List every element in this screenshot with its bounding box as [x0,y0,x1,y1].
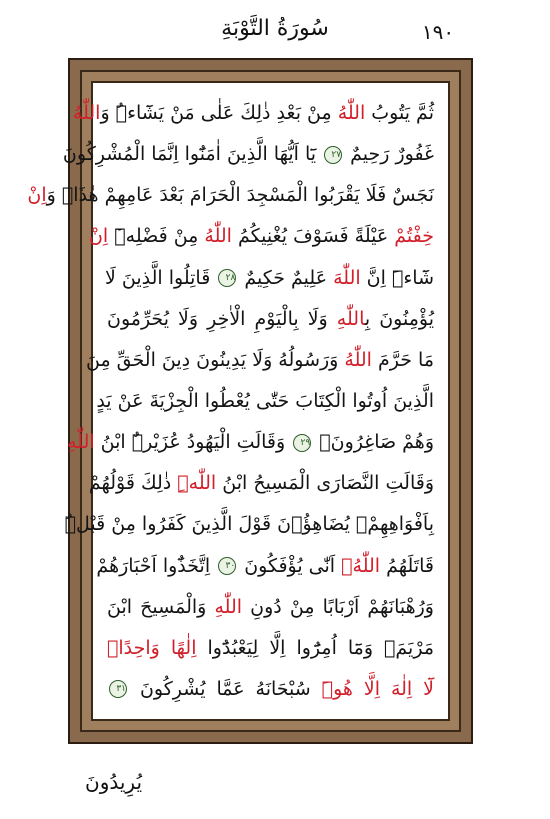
verse-line [64,504,434,544]
verse-text: عَيْلَةً فَسَوْفَ يُغْنِيكُمُ [231,225,395,248]
ayah-number-marker: ٢٩ [293,434,311,452]
verse-text: غَفُورٌ رَحِيمٌ [344,143,434,166]
verse-text: مِنْ فَضْلِه۪ٓ [108,225,205,248]
verse-text: اِتَّخَذُٓوا اَحْبَارَهُمْ [96,554,217,577]
page-frame [27,58,473,744]
verse-line [88,463,434,503]
verse-line [27,175,434,215]
verse-line [86,340,434,380]
verse-line [107,258,434,298]
divine-name-text: اللّٰهِ [214,595,243,618]
divine-name-text: خِفْتُمْ [394,225,434,248]
verse-text: يَٓا اَيُّهَا الَّذِينَ اٰمَنُٓوا اِنَّمَا الْمُشْرِكُونَ [62,143,323,166]
verse-text: وَهُمْ صَاغِرُونَ۟ [313,431,434,454]
divine-name-text: اللّٰهِ [177,472,217,495]
verse-line [96,381,434,421]
divine-name-text: اِلٰهًا وَاحِدًاۚ [107,636,197,659]
divine-name-text: لَٓا اِلٰهَ اِلَّا هُوَۜ [321,677,434,700]
divine-name-text: اللّٰهِ [336,307,365,330]
verse-line [107,669,434,709]
divine-name-text: اللّٰهِ [67,431,95,454]
verse-text: مِنْ بَعْدِ ذٰلِكَ عَلٰى مَنْ يَشَٓاءُۜ وَ [100,102,338,124]
divine-name-text: اِنْ [88,225,109,248]
verse-line [107,587,434,627]
verse-text: ثُمَّ يَتُوبُ [365,102,434,124]
verse-line [88,216,434,256]
verse-text: مَرْيَمَۚ وَمَٓا اُمِرُٓوا اِلَّا لِيَعْبُدُٓوا [196,636,434,659]
ayah-number-marker: ٣١ [109,680,127,698]
ayah-number-marker: ٢٧ [324,146,342,164]
verse-line [72,93,434,133]
divine-name-text: اللّٰهُ [344,348,372,371]
divine-name-text: اِنْ [27,184,47,207]
verse-line [96,546,434,586]
ayah-number-marker: ٣٠ [218,557,236,575]
verse-text: وَلَا بِالْيَوْمِ الْاٰخِرِ وَلَا يُحَرِّمُونَ [107,307,337,330]
verse-text: ۚ اَنّٰى يُؤْفَكُونَ [238,554,342,577]
text-panel [27,81,450,721]
verse-text: يُؤْمِنُونَ بِ [364,307,434,330]
verse-line [107,628,434,668]
verse-line [67,422,434,462]
verse-lines [27,93,434,709]
ayah-number-marker: ٢٨ [218,269,236,287]
catchword: يُرِيدُونَ [85,770,143,794]
frame-ornament-ring [27,70,461,732]
surah-title: سُورَةُ التَّوْبَةِ [221,16,329,41]
verse-text: سُبْحَانَهُ عَمَّا يُشْرِكُونَ [129,677,322,700]
divine-name-text: اللّٰهُ [204,225,232,248]
verse-text: قَاتِلُوا الَّذِينَ لَا [105,266,217,289]
verse-text: بِاَفْوَاهِهِمْۚ يُضَاهِؤُ۫نَ قَوْلَ الَّذِينَ كَفَرُوا مِنْ قَبْلُۜ [64,513,434,536]
page-number: ١٩٠ [421,20,455,44]
divine-name-text: اللّٰهُ [341,554,381,577]
verse-text: وَقَالَتِ النَّصَارَى الْمَسِيحُ ابْنُ [216,472,434,495]
verse-line [107,299,434,339]
verse-text: وَرَسُولُهُ وَلَا يَدِينُونَ دِينَ الْحَقِّ مِنَ [86,348,345,371]
verse-line [62,134,434,174]
verse-text: وَالْمَسِيحَ ابْنَ [107,595,215,618]
verse-text: شَٓاءَۜ اِنَّ [360,266,434,289]
verse-text: نَجَسٌ فَلَا يَقْرَبُوا الْمَسْجِدَ الْحَرَامَ بَعْدَ عَامِهِمْ هٰذَاۚ وَ [46,184,434,207]
divine-name-text: اللّٰهُ [337,102,366,124]
verse-text: قَاتَلَهُمُ [380,554,434,577]
verse-text: وَرُهْبَانَهُمْ اَرْبَابًا مِنْ دُونِ [242,595,434,618]
verse-text: عَلِيمٌ حَكِيمٌ [238,266,334,289]
verse-text: وَقَالَتِ الْيَهُودُ عُزَيْرٌۨ ابْنُ [94,431,292,454]
divine-name-text: اللّٰهَ [333,266,361,289]
divine-name-text: اللّٰهُ [72,102,101,124]
verse-text: ۜ ذٰلِكَ قَوْلُهُمْ [88,472,178,495]
verse-text: مَا حَرَّمَ [371,348,434,371]
verse-text: الَّذِينَ اُوتُوا الْكِتَابَ حَتّٰى يُعْطُوا الْجِزْيَةَ عَنْ يَدٍ [96,389,434,412]
